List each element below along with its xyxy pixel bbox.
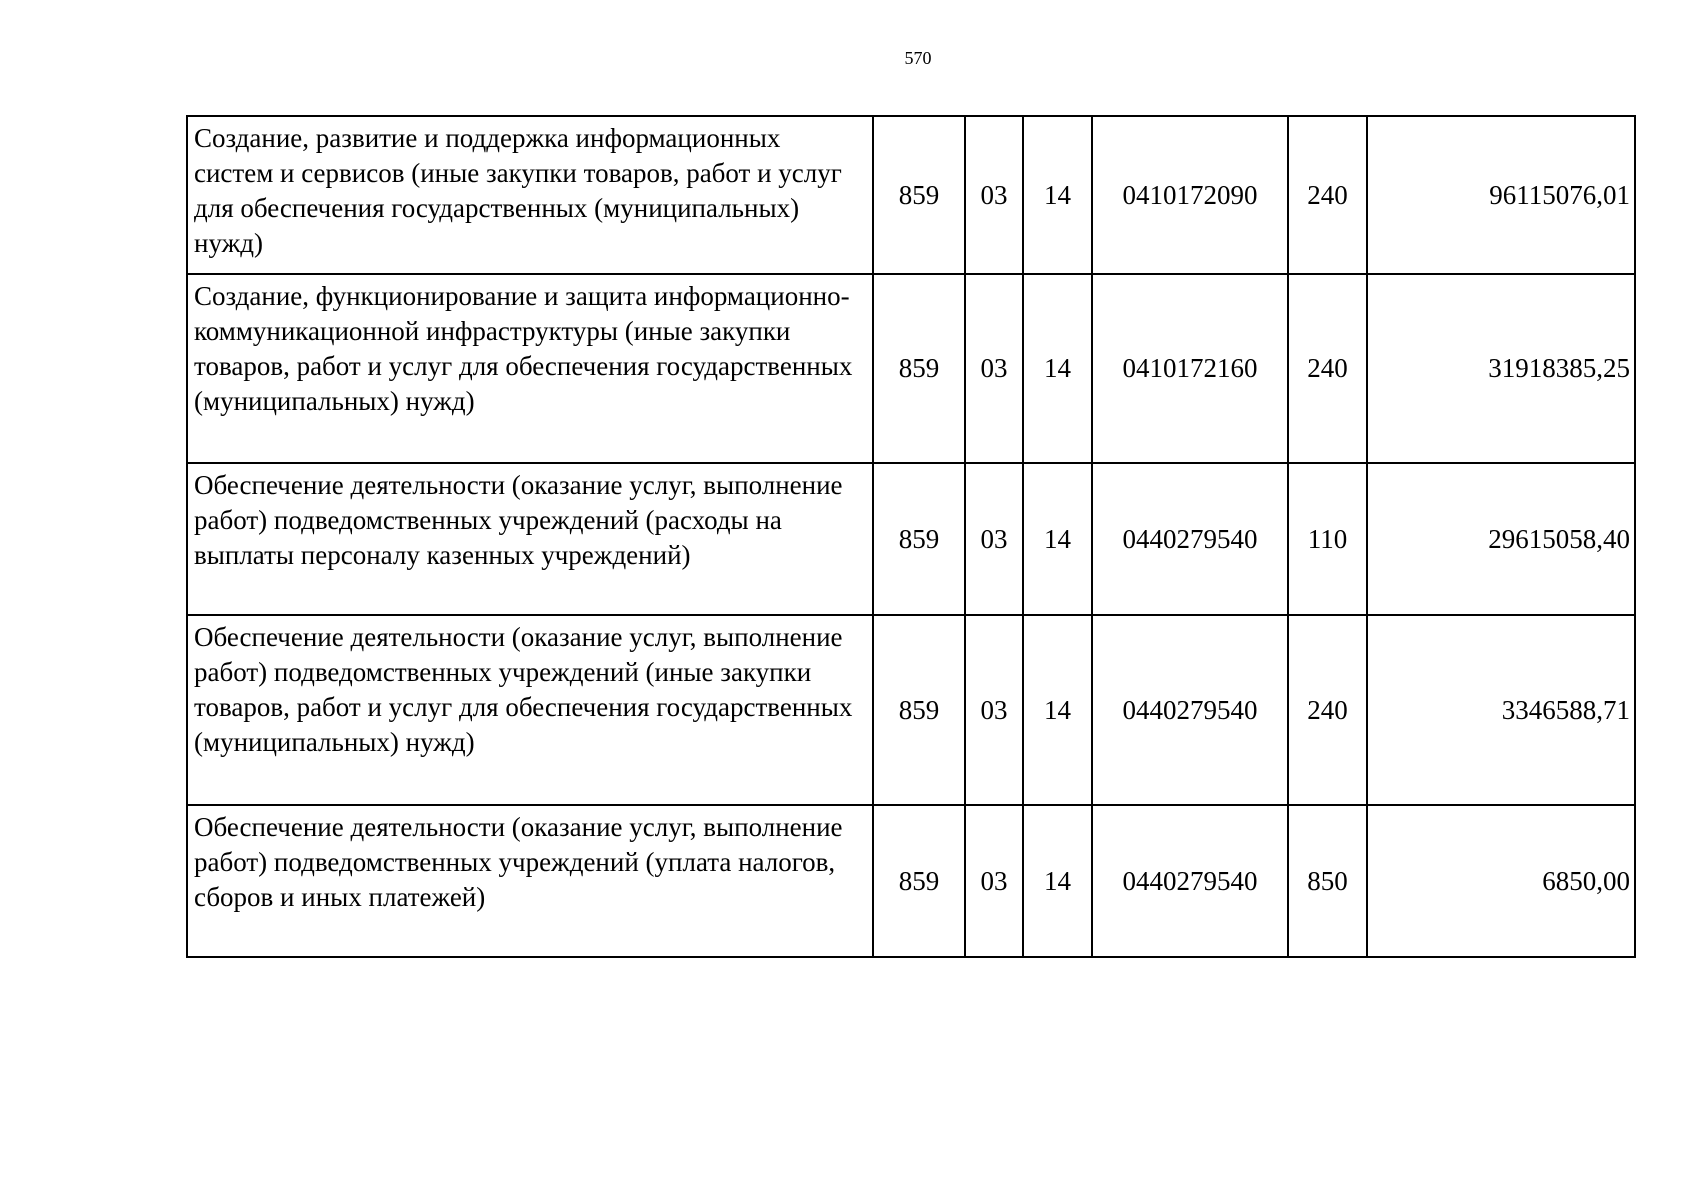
expense-description: Обеспечение деятельности (оказание услуг, выполнение работ) подведомственных учреждений (иные закупки товаров, работ и услуг для обеспечения государственных (муниципальных) нужд): [187, 615, 873, 805]
subsection-code: 14: [1023, 116, 1092, 274]
table-row: [187, 274, 1635, 463]
section-code: 03: [965, 805, 1023, 957]
target-article-code: 0440279540: [1092, 615, 1288, 805]
amount: 6850,00: [1367, 805, 1635, 957]
page-number: 570: [904, 48, 932, 68]
table-row: [187, 116, 1635, 274]
ministry-code: 859: [873, 805, 965, 957]
amount: 3346588,71: [1367, 615, 1635, 805]
section-code: 03: [965, 116, 1023, 274]
table-row: [187, 805, 1635, 957]
target-article-code: 0410172160: [1092, 274, 1288, 463]
section-code: 03: [965, 615, 1023, 805]
subsection-code: 14: [1023, 615, 1092, 805]
target-article-code: 0440279540: [1092, 805, 1288, 957]
ministry-code: 859: [873, 274, 965, 463]
target-article-code: 0410172090: [1092, 116, 1288, 274]
ministry-code: 859: [873, 463, 965, 615]
table-row: [187, 615, 1635, 805]
subsection-code: 14: [1023, 274, 1092, 463]
expense-description: Создание, функционирование и защита информационно-коммуникационной инфраструктуры (иные закупки товаров, работ и услуг для обеспечения государственных (муниципальных) нужд): [187, 274, 873, 463]
expense-type-code: 850: [1288, 805, 1367, 957]
section-code: 03: [965, 274, 1023, 463]
expense-type-code: 110: [1288, 463, 1367, 615]
subsection-code: 14: [1023, 805, 1092, 957]
amount: 29615058,40: [1367, 463, 1635, 615]
subsection-code: 14: [1023, 463, 1092, 615]
section-code: 03: [965, 463, 1023, 615]
budget-table: [186, 115, 1636, 958]
expense-type-code: 240: [1288, 274, 1367, 463]
table-row: [187, 463, 1635, 615]
amount: 96115076,01: [1367, 116, 1635, 274]
expense-type-code: 240: [1288, 116, 1367, 274]
ministry-code: 859: [873, 116, 965, 274]
target-article-code: 0440279540: [1092, 463, 1288, 615]
expense-description: Создание, развитие и поддержка информационных систем и сервисов (иные закупки товаров, работ и услуг для обеспечения государственных (муниципальных) нужд): [187, 116, 873, 274]
expense-description: Обеспечение деятельности (оказание услуг, выполнение работ) подведомственных учреждений (расходы на выплаты персоналу казенных учреждений): [187, 463, 873, 615]
ministry-code: 859: [873, 615, 965, 805]
amount: 31918385,25: [1367, 274, 1635, 463]
expense-type-code: 240: [1288, 615, 1367, 805]
expense-description: Обеспечение деятельности (оказание услуг, выполнение работ) подведомственных учреждений (уплата налогов, сборов и иных платежей): [187, 805, 873, 957]
